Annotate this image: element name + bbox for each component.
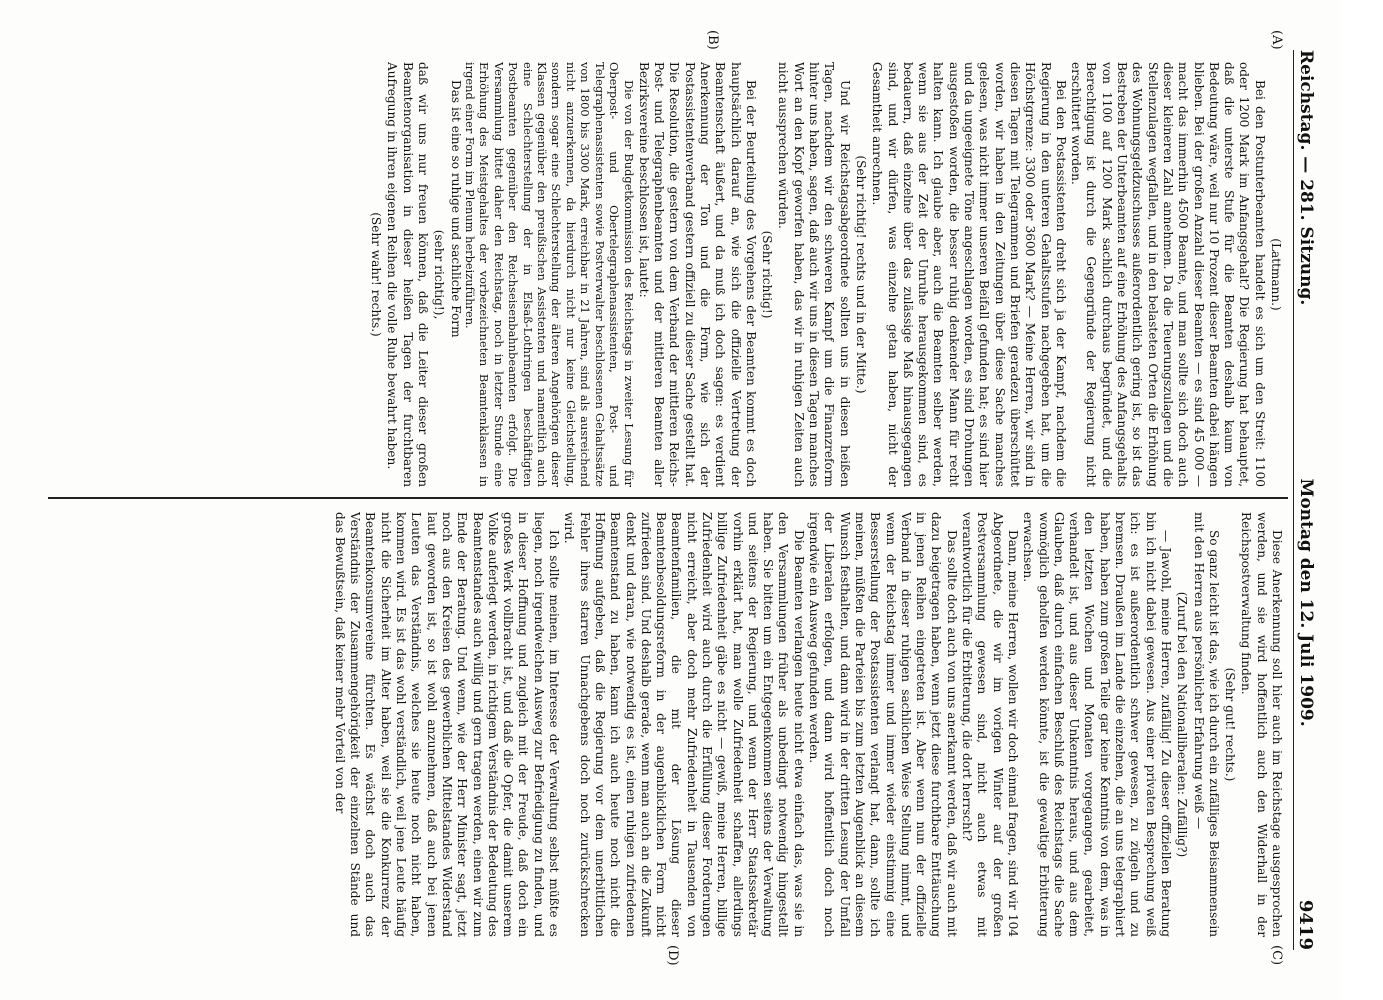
- paragraph: Das ist eine so ruhige und sachliche Form: [448, 80, 463, 338]
- paragraph: Bei der Beurteilung des Vorgehens der Beamten kommt es doch hauptsächlich darauf an, wie sich die offizielle Vertretung der Beamtenschaft äußert, und da muß ich doch sagen: es verdient Anerkennung der Ton und die Form, wie sich der Postassistentenverband gestern offiziell zu dieser Sache gestellt hat. Die Resolution, die gestern von dem Verband der mittleren Reichs-Post- und Telegraphenbeamten und der mittleren Beamten aller Bezirksvereine beschlossen ist, lautet:: [636, 62, 758, 487]
- paragraph: Dann, meine Herren, wollen wir doch einmal fragen, sind wir 104 Abgeordnete, die wir im vorigen Winter auf der großen Postversammlung gewesen sind, nicht auch etwas mit verantwortlich für die Erbitterung, die dort herrscht?: [960, 512, 1020, 937]
- interjection: (Sehr richtig! rechts und in der Mitte.): [853, 155, 868, 394]
- left-column: [54, 62, 1284, 487]
- header-title: Reichstag. — 281. Sitzung.: [1296, 50, 1316, 306]
- paragraph: Ich sollte meinen, im Interesse der Verwaltung selbst müßte es liegen, noch irgendwelchen Ausweg zur Befriedigung zu finden, und in dieser Hoffnung und zugleich mit der Freude, daß doch ein großes Werk vollbracht ist, und daß die Opfer, die damit unserem Volke auferlegt werden, in richtigem Verständnis der Bedeutung des Beamtenstandes auch willig und gern tragen werden, einen wir zum Ende der Beratung. Und wenn, wie der Herr Minister sagt, jetzt noch aus den Kreisen des gewerblichen Mittelstandes Widerstand laut geworden ist, so ist wohl anzunehmen, daß auch bei jenen Leuten das Verständnis, welches sie heute noch nicht haben, kommen wird. Es ist das wohl verständlich, weil jene Leute häufig nicht die Sicherheit im Alter haben, weil sie die Konkurrenz der Beamtenkonsumvereine fürchten. Es wächst doch auch das Verständnis der Zusammengehörigkeit der einzelnen Stände und das Bewußtsein, daß keiner mehr Vorteil von der: [332, 512, 562, 937]
- column-divider: [48, 497, 1288, 499]
- margin-marker-b: (B): [705, 30, 720, 50]
- interjection: (Zuruf bei den Nationalliberalen: Zufällig?): [1175, 591, 1190, 858]
- interjection: (sehr richtig!),: [432, 229, 447, 320]
- paragraph: Bei den Postunterbeamten handelt es sich um den Streit: 1100 oder 1200 Mark im Anfangsgehalt? Die Regierung hat behauptet, daß die unterste Stufe für die Beamten deshalb kaum von Bedeutung wäre, weil nur 10 Prozent dieser Beamten dabei hängen blieben. Bei der großen Anzahl dieser Beamten — es sind 45 000 — macht das immerhin 4500 Beamte, und man sollte sich doch auch dieser kleineren Zahl annehmen. Da die Teuerungszulagen und die Stellenzulagen wegfallen, und in den belasteten Orten die Erhöhung des Wohnungsgeldzuschusses außerordentlich gering ist, so ist das Bestreben der Unterbeamten auf eine Erhöhung des Anfangsgehalts von 1100 auf 1200 Mark sachlich durchaus begründet, und die Berechtigung ist durch die Gegengründe der Regierung nicht erschüttert worden.: [1069, 62, 1267, 487]
- paragraph: daß wir uns nur freuen können, daß die Leiter dieser großen Beamtenorganisation in dieser heißen Tagen der furchtbaren Aufregung in ihren eigenen Reihen die volle Ruhe bewahrt haben.: [385, 62, 431, 487]
- paragraph: Bei den Postassistenten dreht sich ja der Kampf, nachdem die Regierung in den unteren Gehaltsstufen nachgegeben hat, um die Höchstgrenze: 3300 oder 3600 Mark? — Meine Herren, wir sind in diesen Tagen mit Telegrammen und Briefen geradezu überschüttet worden, wir haben in den Zeitungen über diese Sache manches gelesen, was nicht immer unseren Beifall gefunden hat; es sind hier und da ungeeignete Töne angeschlagen worden, es sind Drohungen ausgestoßen worden, die besser ruhig denkender Mann für recht halten kann. Ich glaube aber, auch die Beamten selber werden, wenn sie aus der Zeit der Unruhe herausgekommen sind, es bedauern, daß einzelne über das zulässige Maß hinausgegangen sind, und wir dürfen, was einzelne getan haben, nicht der Gesamtheit anrechnen.: [870, 62, 1068, 487]
- paragraph: Diese Anerkennung soll hier auch im Reichstage ausgesprochen werden, und sie wird hoffentlich auch den Widerhall in der Reichspostverwaltung finden.: [1239, 512, 1284, 937]
- page-number: 9419: [1295, 899, 1317, 950]
- right-column: [54, 512, 1284, 937]
- margin-marker-d: (D): [665, 945, 680, 966]
- paragraph: Die Beamten verlangen heute nicht etwa einfach das, was sie in den Versammlungen früher als unbedingt notwendig hingestellt haben. Sie bitten um ein Entgegenkommen seitens der Verwaltung und seitens der Regierung, und wenn der Herr Staatssekretär vorhin erklärt hat, man wolle Zufriedenheit schaffen, allerdings billige Zufriedenheit gäbe es nicht — gewiß, meine Herren, billige Zufriedenheit wird auch durch die Erfüllung dieser Forderungen nicht erreicht, aber doch mehr Zufriedenheit in Tausenden von Beamtenfamilien, die mit der Lösung dieser Beamtenbesoldungsreform in der augenblicklichen Form nicht zufrieden sind. Und deshalb gerade, wenn man auch an die Zukunft denkt und daran, wie notwendig es ist, einen ruhigen zufriedenen Beamtenstand zu haben, kann ich auch heute noch nicht die Hoffnung aufgeben, daß die Regierung vor dem unerbittlichen Fehler ihres starren Unnachgebens doch noch zurückschrecken wird.: [562, 512, 806, 937]
- header-date: Montag den 12. Juli 1909.: [1296, 478, 1316, 727]
- paragraph: So ganz leicht ist das, wie ich durch ein zufälliges Beisammensein mit den Herren aus persönlicher Erfahrung weiß —: [1191, 512, 1221, 937]
- paragraph: — Jawohl, meine Herren, zufällig! Zu dieser offiziellen Beratung bin ich nicht dabei gewesen. Aus einer privaten Besprechung weiß ich: es ist außerordentlich schwer gewesen, zu zügeln und zu bremsen. Draußen im Lande die einzelnen, die an uns telegraphiert haben, haben zum großen Teile gar keine Kenntnis von dem, was in den letzten Wochen und Monaten vorgegangen, gearbeitet, verhandelt ist, und aus dieser Unkenntnis heraus, und aus dem Glauben, daß durch einfachen Beschluß des Reichstags die Sache womöglich geholfen werden könnte, ist die gewaltige Erbitterung erwachsen.: [1021, 512, 1173, 937]
- margin-marker-a: (A): [1269, 30, 1284, 50]
- page-header: [1293, 50, 1318, 950]
- interjection: (Sehr wahr! rechts.): [369, 212, 384, 337]
- paragraph: Und wir Reichstagsabgeordnete sollten uns in diesen heißen Tagen, nachdem wir den schweren Kampf um die Finanzreform hinter uns haben, sagen, daß auch wir uns in diesen Tagen manches Wort an den Kopf geworfen haben, das wir in ruhigen Zeiten auch nicht aussprechen würden.: [776, 62, 852, 487]
- speaker-name: (Lattmann.): [1269, 238, 1283, 311]
- margin-marker-c: (C): [1269, 945, 1284, 966]
- interjection: (Sehr gut! rechts.): [1223, 667, 1238, 782]
- paragraph: Das sollte doch auch von uns anerkannt werden, daß wir auch mit dazu beigetragen haben, wenn jetzt diese furchtbare Enttäuschung in jenen Reihen eingetreten ist. Aber wenn nun der offizielle Verband in dieser ruhigen sachlichen Weise Stellung nimmt, und wenn der Reichstag immer und immer wieder einstimmig eine Besserstellung der Postassistenten verlangt hat, dann, sollte ich meinen, müßten die Parteien bis zum letzten Augenblick an diesem Wunsch festhalten, und dann wird in der dritten Lesung der Umfall der Liberalen erfolgen, und dann wird hoffentlich doch noch irgendwie ein Ausweg gefunden werden.: [807, 512, 959, 937]
- quoted-resolution: Die von der Budgetkommission des Reichstags in zweiter Lesung für Oberpost- und Obertelegraphenassistenten, Post- und Telegraphenassistenten sowie Postverwalter beschlossenen Gehaltssätze von 1800 bis 3300 Mark, erreichbar in 21 Jahren, sind als ausreichend nicht anzuerkennen, da hierdurch nicht nur keine Gleichstellung, sondern sogar eine Schlechterstellung der älteren Angehörigen dieser Klassen gegenüber den preußischen Assistenten und namentlich auch eine Schlechterstellung der in Elsaß-Lothringen beschäftigten Postbeamten gegenüber den Reichseisenbahnbeamten erfolgt. Die Versammlung bittet daher den Reichstag, noch in letzter Stunde eine Erhöhung des Meistgehaltes der vorbezeichneten Beamtenklassen in irgend einer Form im Plenum herbeizuführen.: [463, 62, 636, 487]
- interjection: (Sehr richtig!): [760, 230, 775, 319]
